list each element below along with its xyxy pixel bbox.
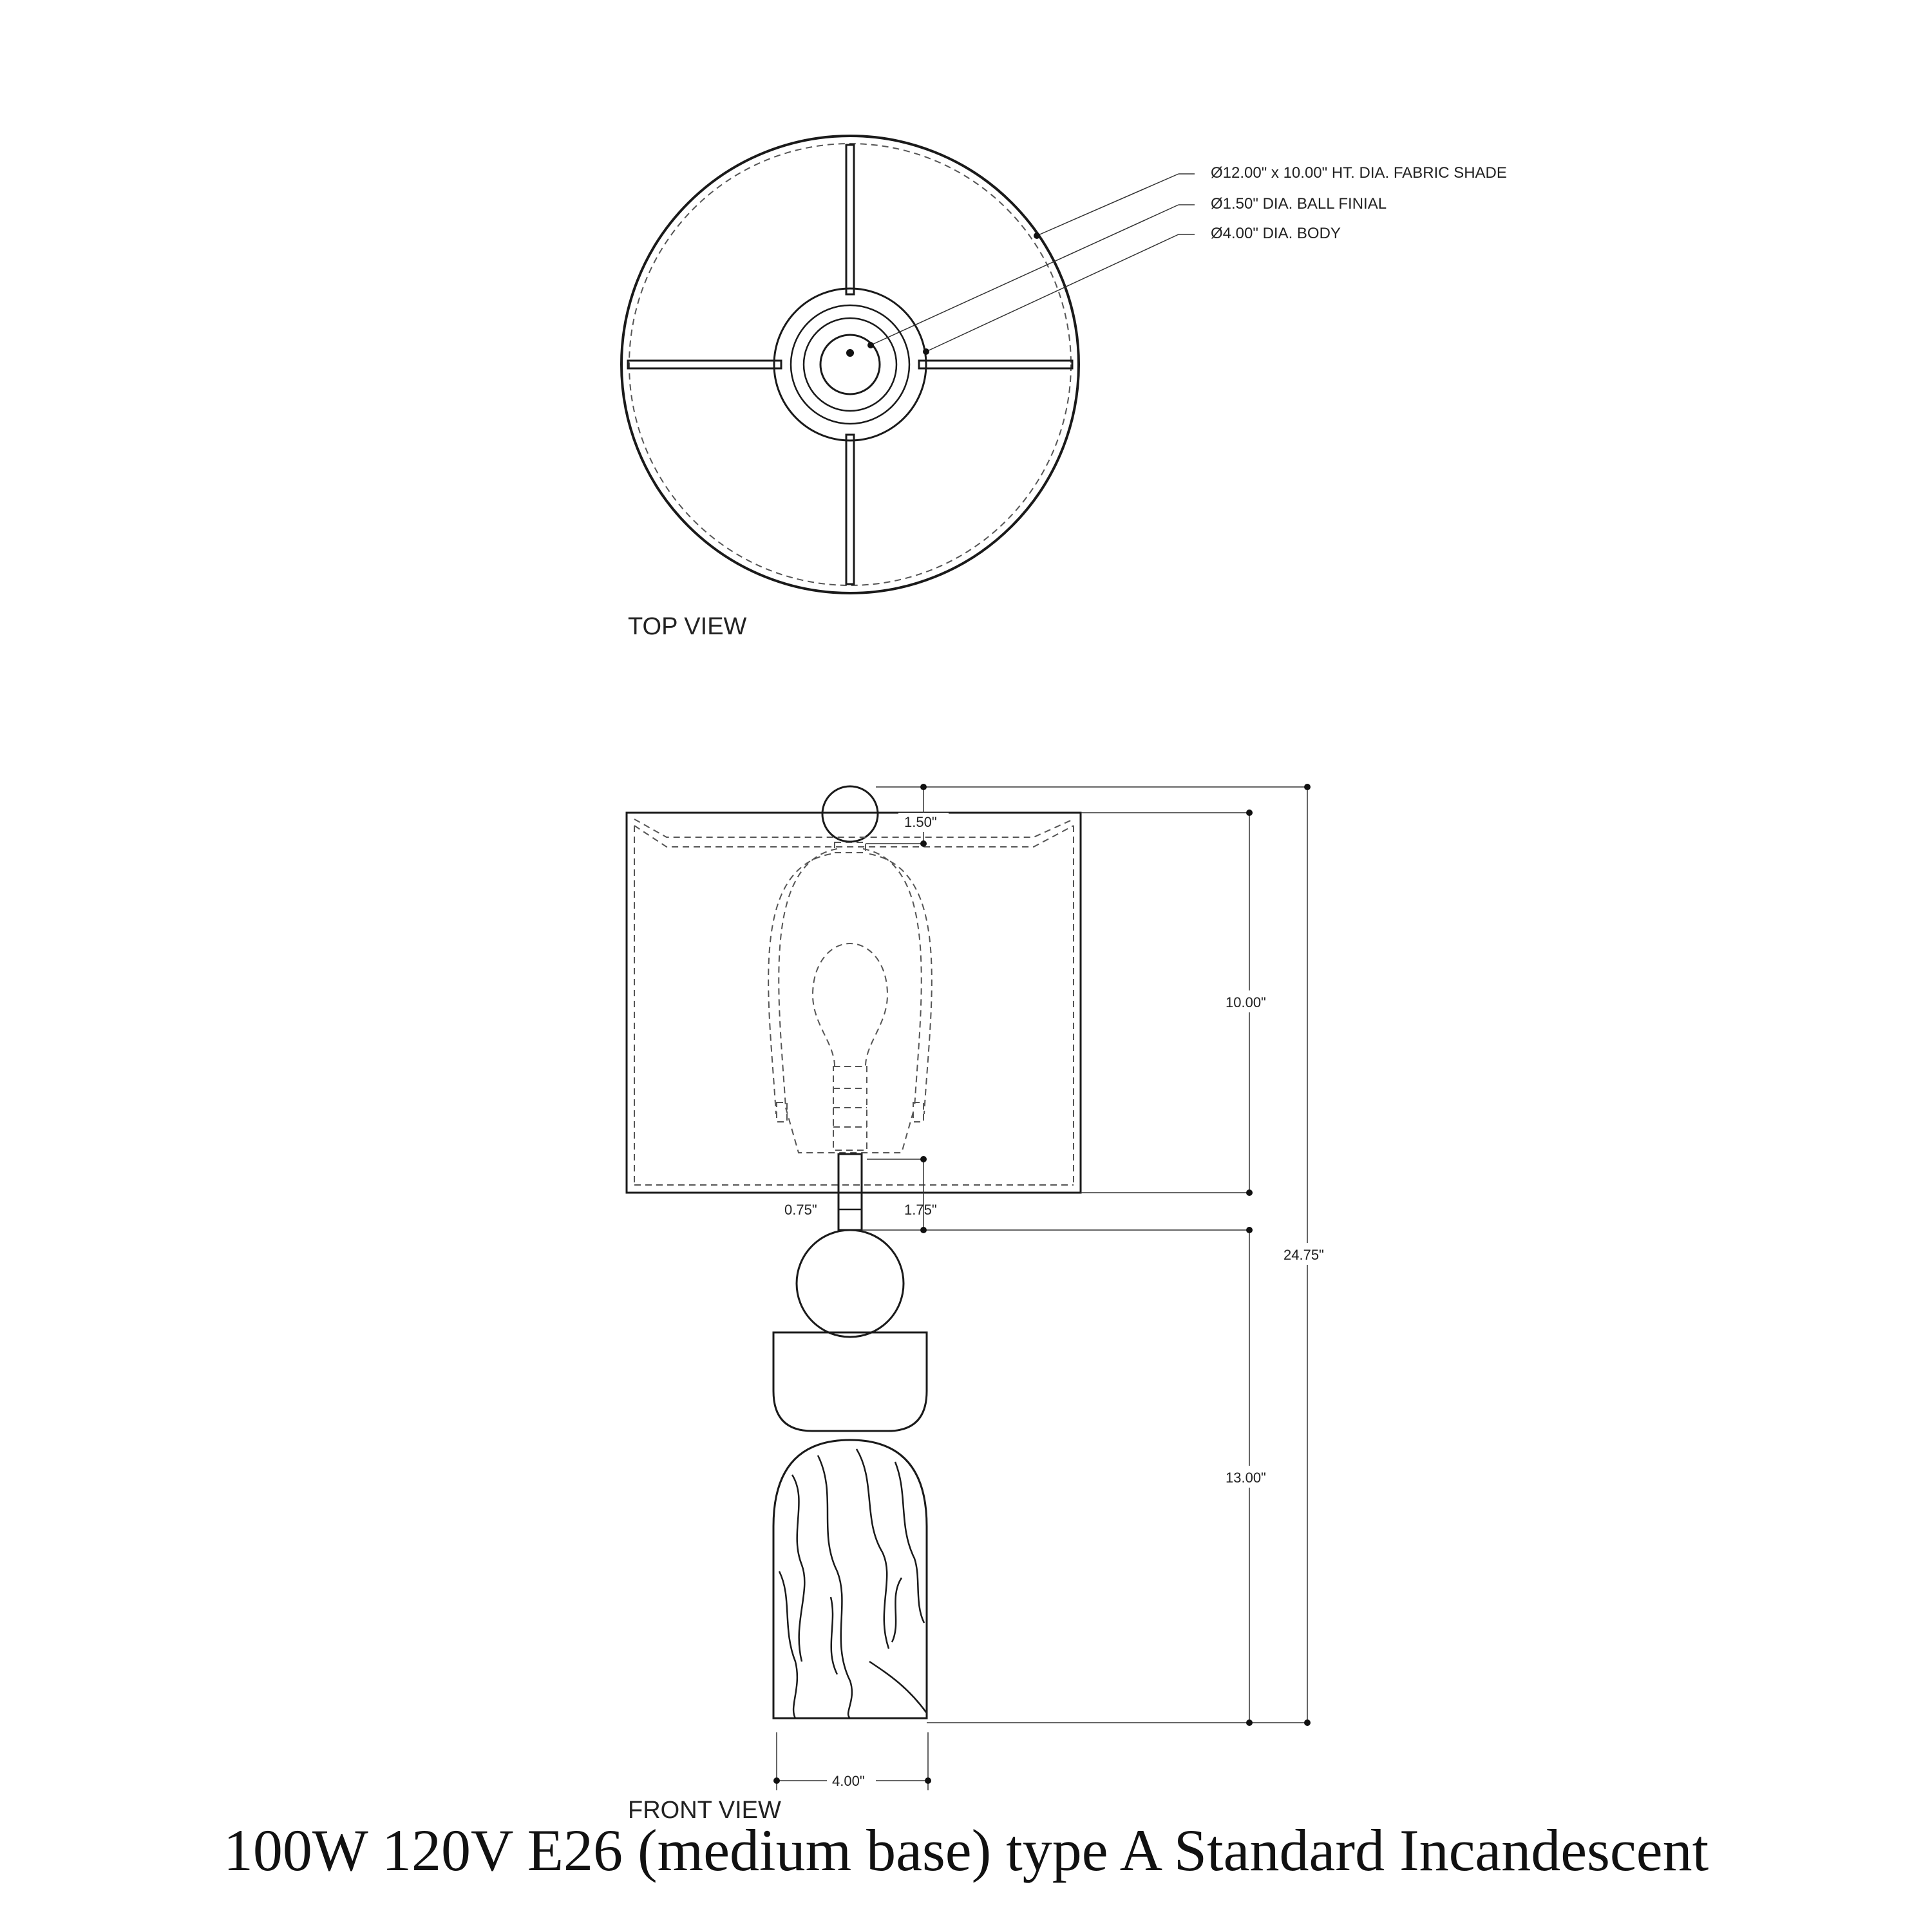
shade-top-inner-seam [634,819,1074,837]
leader-body-dot [923,348,929,355]
top-view-title: TOP VIEW [628,613,747,640]
dim-dot [1246,1227,1253,1233]
dim-overall-height: 24.75" [1283,1247,1324,1263]
dim-dot [1304,784,1311,790]
leader-shade [1037,174,1179,236]
dim-dot [925,1777,931,1784]
leader-finial [871,205,1179,345]
spider-arm-top [846,145,854,294]
ball-finial [822,786,878,842]
spider-arm-bottom [846,435,854,584]
harp-saddle [786,1108,914,1153]
body-ring-3 [804,318,896,411]
dim-dot [920,1156,927,1162]
dim-dot [1246,810,1253,816]
front-view [627,784,1336,1824]
harp-clip-right [913,1103,923,1122]
ball-body [797,1230,904,1337]
bulb-spec-footer: 100W 120V E26 (medium base) type A Standard Incandescent [223,1817,1709,1883]
harp [779,849,921,1108]
body-ring-outer [774,289,926,440]
dim-base-width: 4.00" [832,1773,865,1789]
fabric-shade [627,813,1081,1193]
dim-dot [773,1777,780,1784]
dim-neck-height: 1.75" [904,1202,937,1218]
front-view-title: FRONT VIEW [628,1797,781,1824]
finial-center-dot [846,349,854,357]
bulb [813,943,887,1066]
shade-outline [621,136,1079,593]
shade-inner-seam [629,144,1071,585]
shade-top-inner-seam-2 [634,826,1074,847]
dim-shade-height: 10.00" [1226,994,1266,1010]
dim-dot [920,840,927,847]
dim-dot [920,784,927,790]
spider-arm-left [628,361,781,368]
cup-body [773,1332,927,1431]
dim-base-height: 13.00" [1226,1470,1266,1486]
top-view [621,136,1507,640]
harp-outer [768,854,932,1114]
dim-dot [920,1227,927,1233]
spider-arm-right [919,361,1072,368]
dim-dot [1246,1189,1253,1196]
body-ring-2 [791,305,909,424]
callout-body: Ø4.00" DIA. BODY [1211,225,1341,242]
callout-shade: Ø12.00" x 10.00" HT. DIA. FABRIC SHADE [1211,164,1507,182]
leader-finial-dot [867,342,874,348]
dim-dot [1246,1719,1253,1726]
dim-dot [1304,1719,1311,1726]
marble-veins [779,1449,927,1718]
callout-finial: Ø1.50" DIA. BALL FINIAL [1211,195,1387,213]
harp-clip-left [777,1103,787,1122]
dim-neck-width: 0.75" [784,1202,817,1218]
leader-body [926,234,1179,352]
dim-finial: 1.50" [904,814,937,830]
leader-shade-dot [1034,232,1040,239]
